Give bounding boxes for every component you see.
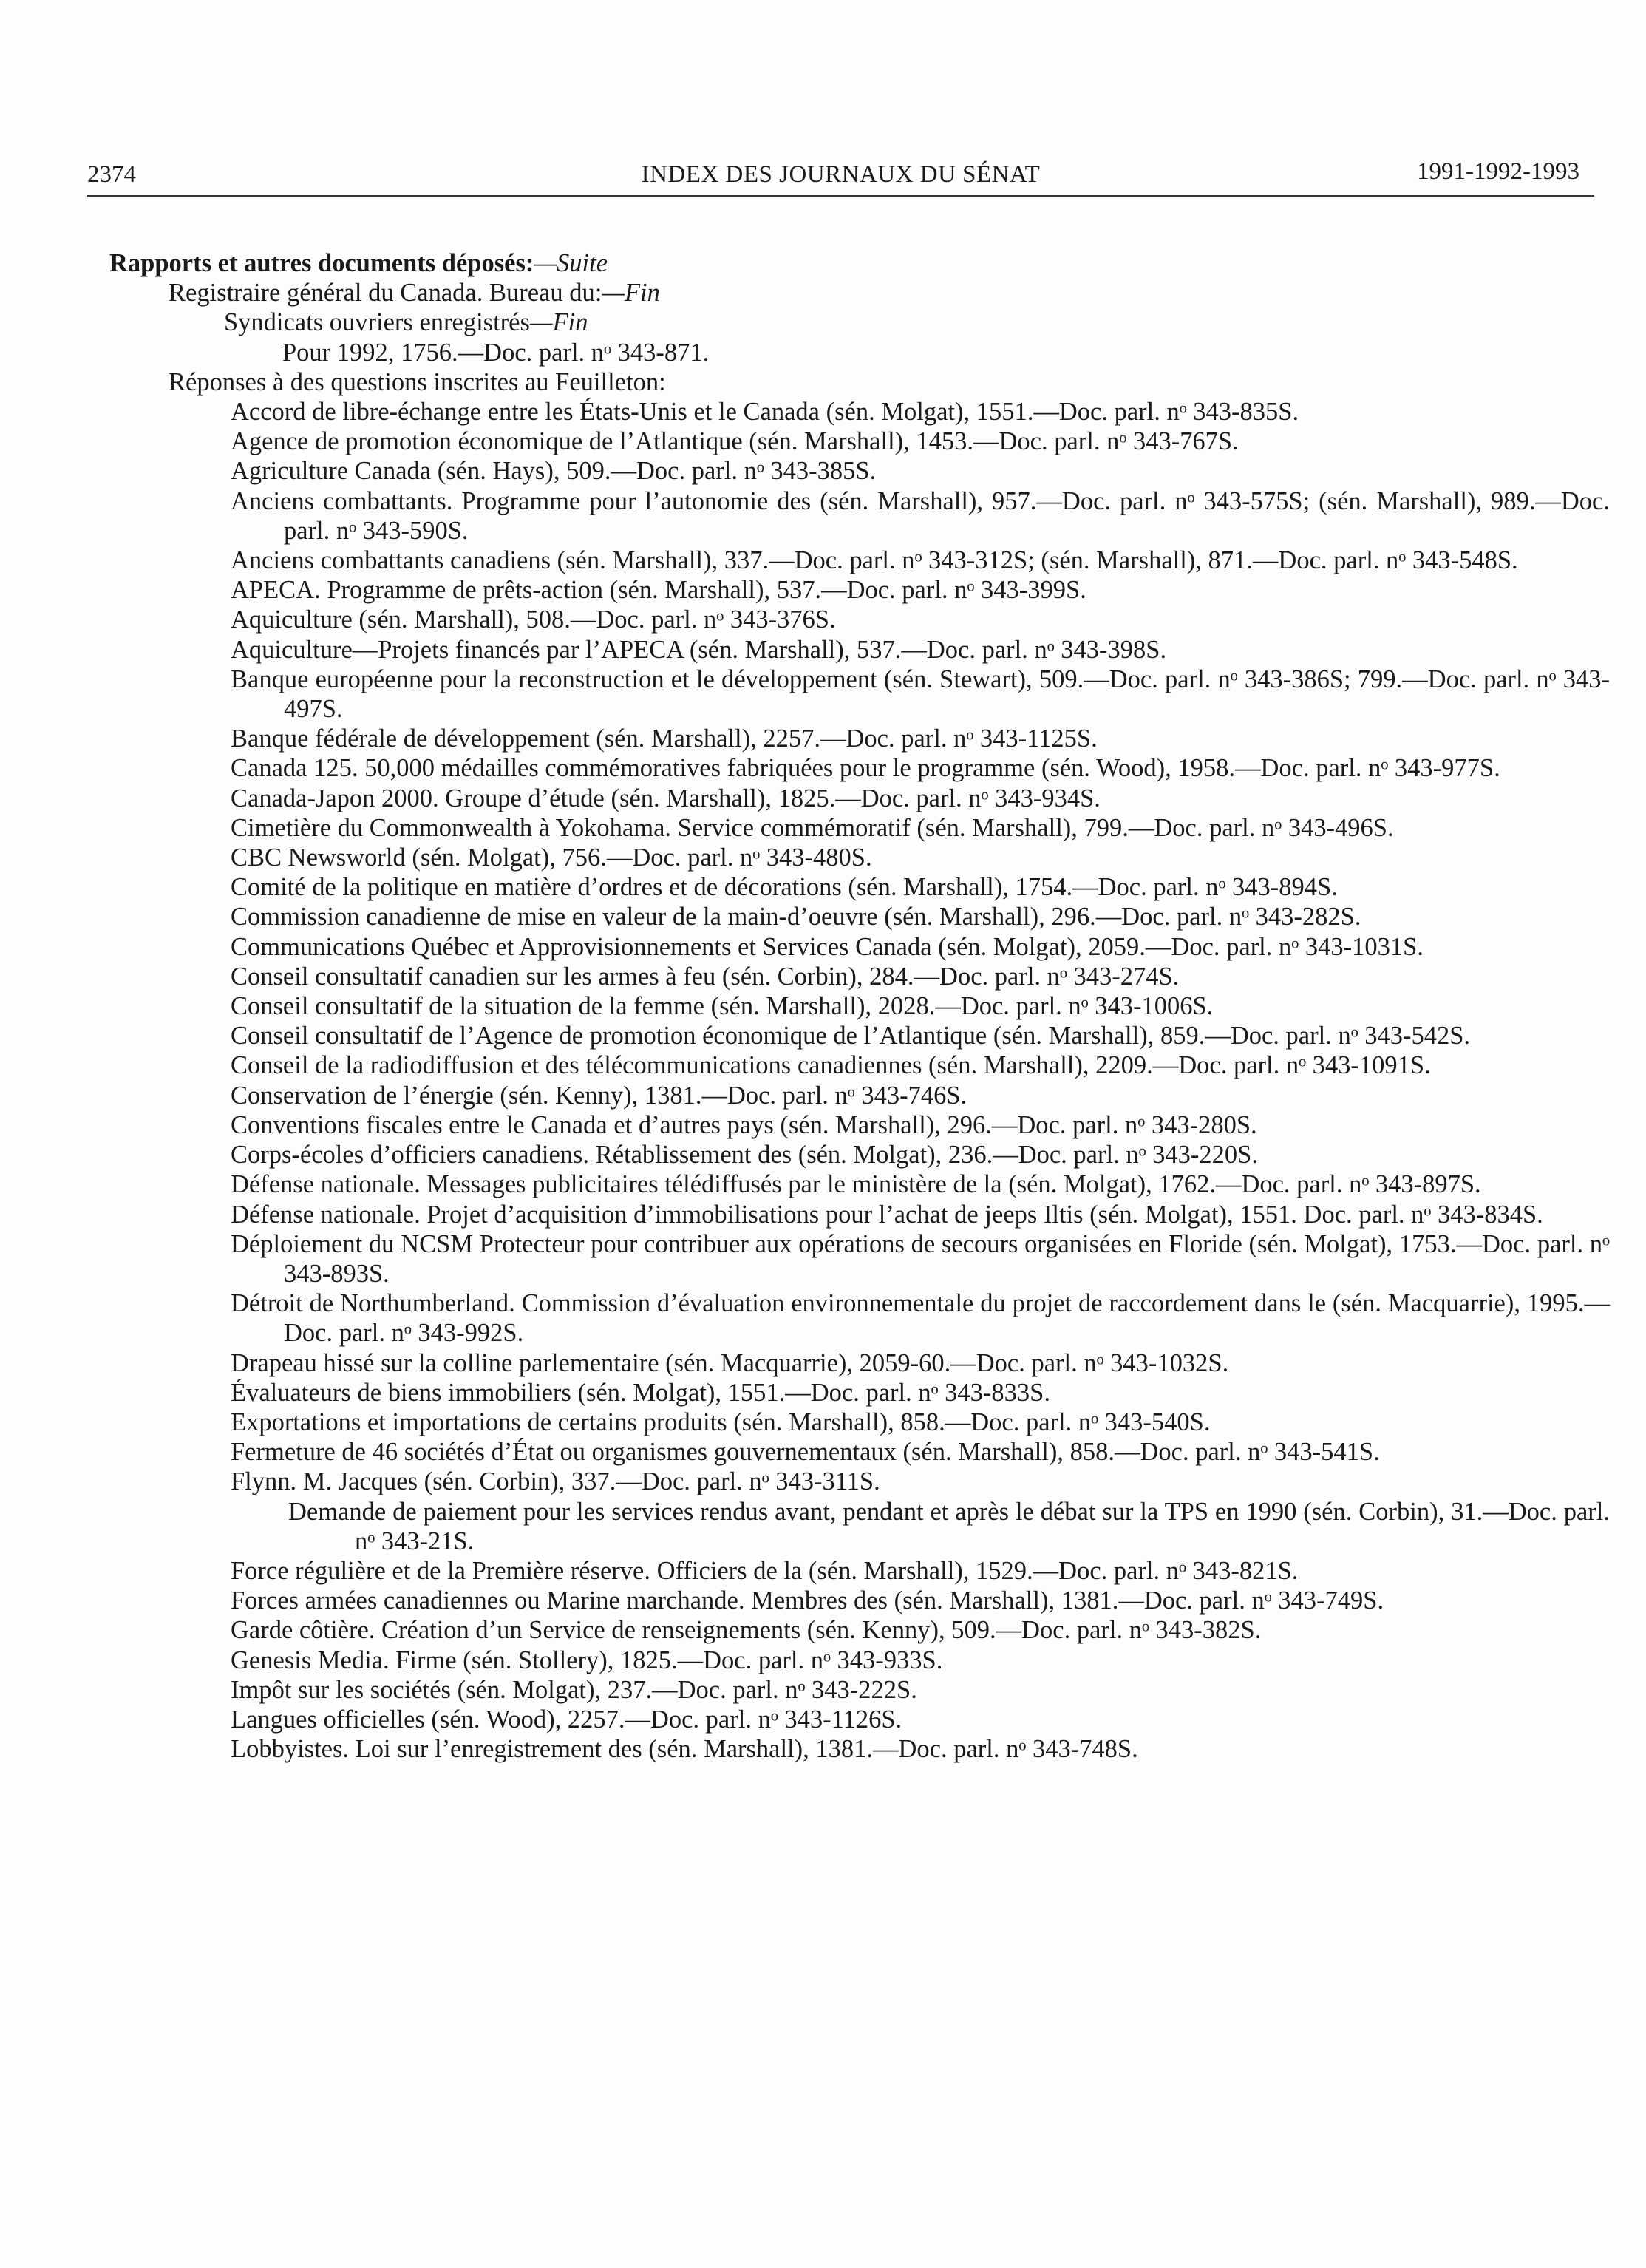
index-entry: Anciens combattants canadiens (sén. Marshall), 337.—Doc. parl. nᵒ 343-312S; (sén. Marshall), 871.—Doc. parl. nᵒ 343-548S. [231,546,1518,575]
index-entry: Banque européenne pour la reconstruction et le développement (sén. Stewart), 509.—Doc. parl. nᵒ 343-386S; 799.—Doc. parl. nᵒ 343-497S. [231,665,1610,724]
pour-1992-line: Pour 1992, 1756.—Doc. parl. nᵒ 343-871. [282,338,710,367]
running-title: INDEX DES JOURNAUX DU SÉNAT [641,161,1041,188]
index-entry: Comité de la politique en matière d’ordres et de décorations (sén. Marshall), 1754.—Doc. parl. nᵒ 343-894S. [231,873,1338,902]
index-entry: Accord de libre-échange entre les États-Unis et le Canada (sén. Molgat), 1551.—Doc. parl. nᵒ 343-835S. [231,398,1299,427]
index-entry: Drapeau hissé sur la colline parlementaire (sén. Macquarrie), 2059-60.—Doc. parl. nᵒ 343-1032S. [231,1348,1229,1377]
index-entry: Agence de promotion économique de l’Atlantique (sén. Marshall), 1453.—Doc. parl. nᵒ 343-767S. [231,427,1239,456]
index-entry: Aquiculture—Projets financés par l’APECA (sén. Marshall), 537.—Doc. parl. nᵒ 343-398S. [231,635,1167,664]
syndicats-text: Syndicats ouvriers enregistrés [224,308,530,337]
page-number: 2374 [87,161,136,188]
entries-list [109,397,1610,1497]
reponses-line: Réponses à des questions inscrites au Feuilleton: [169,367,666,396]
index-content [109,248,1610,1764]
index-entry: Communications Québec et Approvisionnements et Services Canada (sén. Molgat), 2059.—Doc. parl. nᵒ 343-1031S. [231,932,1424,961]
index-entry: Flynn. M. Jacques (sén. Corbin), 337.—Doc. parl. nᵒ 343-311S. [231,1467,880,1496]
index-entry: Conseil consultatif de l’Agence de promotion économique de l’Atlantique (sén. Marshall), 859.—Doc. parl. nᵒ 343-542S. [231,1022,1471,1050]
syndicats-line [109,308,1610,337]
entries-after-list [109,1556,1610,1764]
index-entry: Défense nationale. Projet d’acquisition d’immobilisations pour l’achat de jeeps Iltis (sén. Molgat), 1551. Doc. parl. nᵒ 343-834S. [231,1200,1543,1229]
index-entry: Conseil consultatif de la situation de la femme (sén. Marshall), 2028.—Doc. parl. nᵒ 343-1006S. [231,992,1214,1021]
index-entry: Banque fédérale de développement (sén. Marshall), 2257.—Doc. parl. nᵒ 343-1125S. [231,724,1098,753]
registraire-line [109,278,1610,308]
syndicats-suffix: —Fin [529,308,588,337]
index-entry: Conservation de l’énergie (sén. Kenny), 1381.—Doc. parl. nᵒ 343-746S. [231,1081,967,1110]
index-entry: APECA. Programme de prêts-action (sén. Marshall), 537.—Doc. parl. nᵒ 343-399S. [231,576,1086,605]
index-entry: Anciens combattants. Programme pour l’autonomie des (sén. Marshall), 957.—Doc. parl. nᵒ 343-575S; (sén. Marshall), 989.—Doc. parl. nᵒ 343-590S. [231,486,1610,545]
index-entry: Genesis Media. Firme (sén. Stollery), 1825.—Doc. parl. nᵒ 343-933S. [231,1646,943,1674]
index-entry: Commission canadienne de mise en valeur de la main-d’oeuvre (sén. Marshall), 296.—Doc. parl. nᵒ 343-282S. [231,903,1361,931]
index-entry: Canada 125. 50,000 médailles commémoratives fabriquées pour le programme (sén. Wood), 1958.—Doc. parl. nᵒ 343-977S. [231,754,1500,783]
header-years: 1991-1992-1993 [1417,158,1579,185]
index-entry: Canada-Japon 2000. Groupe d’étude (sén. Marshall), 1825.—Doc. parl. nᵒ 343-934S. [231,784,1101,812]
index-entry: Conseil consultatif canadien sur les armes à feu (sén. Corbin), 284.—Doc. parl. nᵒ 343-274S. [231,962,1180,991]
index-entry: Évaluateurs de biens immobiliers (sén. Molgat), 1551.—Doc. parl. nᵒ 343-833S. [231,1378,1050,1407]
subentry: Demande de paiement pour les services rendus avant, pendant et après le débat sur la TPS en 1990 (sén. Corbin), 31.—Doc. parl. nᵒ 343-21S. [288,1497,1610,1555]
index-entry: Corps-écoles d’officiers canadiens. Rétablissement des (sén. Molgat), 236.—Doc. parl. nᵒ 343-220S. [231,1141,1258,1169]
index-entry: Cimetière du Commonwealth à Yokohama. Service commémoratif (sén. Marshall), 799.—Doc. parl. nᵒ 343-496S. [231,813,1394,842]
index-entry: Conseil de la radiodiffusion et des télécommunications canadiennes (sén. Marshall), 2209.—Doc. parl. nᵒ 343-1091S. [231,1051,1431,1080]
registraire-suffix: —Fin [602,279,660,308]
index-entry: Défense nationale. Messages publicitaires télédiffusés par le ministère de la (sén. Molgat), 1762.—Doc. parl. nᵒ 343-897S. [231,1170,1481,1199]
index-entry: CBC Newsworld (sén. Molgat), 756.—Doc. parl. nᵒ 343-480S. [231,843,872,872]
heading-text: Rapports et autres documents déposés: [109,249,534,277]
section-heading [109,248,1610,278]
index-entry: Langues officielles (sén. Wood), 2257.—Doc. parl. nᵒ 343-1126S. [231,1705,902,1734]
index-entry: Lobbyistes. Loi sur l’enregistrement des (sén. Marshall), 1381.—Doc. parl. nᵒ 343-748S. [231,1735,1138,1764]
index-entry: Garde côtière. Création d’un Service de renseignements (sén. Kenny), 509.—Doc. parl. nᵒ 343-382S. [231,1616,1262,1645]
index-entry: Aquiculture (sén. Marshall), 508.—Doc. parl. nᵒ 343-376S. [231,605,836,634]
index-entry: Conventions fiscales entre le Canada et d’autres pays (sén. Marshall), 296.—Doc. parl. nᵒ 343-280S. [231,1110,1257,1139]
heading-suffix: —Suite [534,249,608,277]
index-entry: Exportations et importations de certains produits (sén. Marshall), 858.—Doc. parl. nᵒ 343-540S. [231,1408,1211,1436]
index-entry: Déploiement du NCSM Protecteur pour contribuer aux opérations de secours organisées en Floride (sén. Molgat), 1753.—Doc. parl. nᵒ 343-893S. [231,1229,1610,1288]
index-entry: Forces armées canadiennes ou Marine marchande. Membres des (sén. Marshall), 1381.—Doc. parl. nᵒ 343-749S. [231,1586,1384,1615]
index-entry: Impôt sur les sociétés (sén. Molgat), 237.—Doc. parl. nᵒ 343-222S. [231,1675,917,1704]
registraire-text: Registraire général du Canada. Bureau du: [169,279,602,308]
index-entry: Agriculture Canada (sén. Hays), 509.—Doc. parl. nᵒ 343-385S. [231,457,877,486]
page-header [87,154,1594,197]
index-entry: Force régulière et de la Première réserve. Officiers de la (sén. Marshall), 1529.—Doc. parl. nᵒ 343-821S. [231,1556,1299,1585]
index-entry: Détroit de Northumberland. Commission d’évaluation environnementale du projet de raccordement dans le (sén. Macquarrie), 1995.—Doc. parl. nᵒ 343-992S. [231,1289,1610,1348]
index-entry: Fermeture de 46 sociétés d’État ou organismes gouvernementaux (sén. Marshall), 858.—Doc. parl. nᵒ 343-541S. [231,1438,1380,1467]
